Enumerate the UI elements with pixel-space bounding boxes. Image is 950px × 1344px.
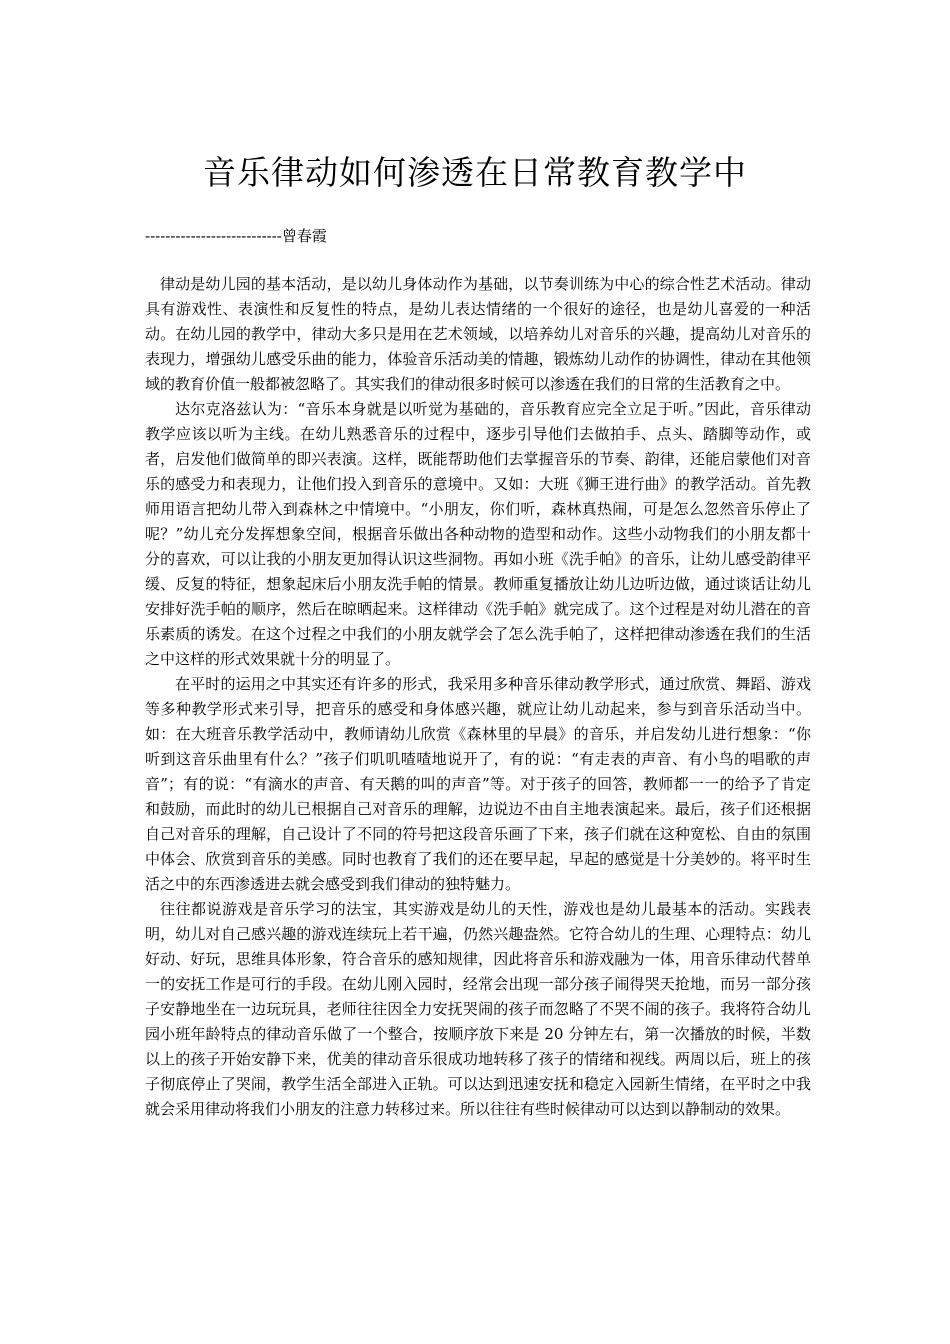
- document-title: 音乐律动如何渗透在日常教育教学中: [203, 153, 747, 192]
- body-paragraph-3: 在平时的运用之中其实还有许多的形式，我采用多种音乐律动教学形式，通过欣赏、舞蹈、游戏等多种教学形式来引导，把音乐的感受和身体感兴趣，就应让幼儿动起来，参与到音乐活动当中。如：在大班音乐教学活动中，教师请幼儿欣赏《森林里的早晨》的音乐，并启发幼儿进行想象：“你听到这音乐曲里有什么？”孩子们叽叽喳喳地说开了，有的说：“有走表的声音、有小鸟的唱歌的声音”；有的说：“有滴水的声音、有天鹅的叫的声音”等。对于孩子的回答，教师都一一的给予了肯定和鼓励，而此时的幼儿已根据自己对音乐的理解，边说边不由自主地表演起来。最后，孩子们还根据自己对音乐的理解，自己设计了不同的符号把这段音乐画了下来，孩子们就在这种宽松、自由的氛围中体会、欣赏到音乐的美感。同时也教育了我们的还在要早起，早起的感觉是十分美妙的。将平时生活之中的东西渗透进去就会感受到我们律动的独特魅力。: [145, 675, 811, 893]
- body-paragraph-4: 往往都说游戏是音乐学习的法宝，其实游戏是幼儿的天性，游戏也是幼儿最基本的活动。实践表明，幼儿对自己感兴趣的游戏连续玩上若干遍，仍然兴趣盎然。它符合幼儿的生理、心理特点：幼儿好动、好玩，思维具体形象，符合音乐的感知规律，因此将音乐和游戏融为一体，用音乐律动代替单一的安抚工作是可行的手段。在幼儿刚入园时，经常会出现一部分孩子闹得哭天抢地，而另一部分孩子安静地坐在一边玩玩具，老师往往因全力安抚哭闹的孩子而忽略了不哭不闹的孩子。我将符合幼儿园小班年龄特点的律动音乐做了一个整合，按顺序放下来是 20 分钟左右，第一次播放的时候，半数以上的孩子开始安静下来，优美的律动音乐很成功地转移了孩子的情绪和视线。两周以后，班上的孩子彻底停止了哭闹，教学生活全部进入正轨。可以达到迅速安抚和稳定入园新生情绪，在平时之中我就会采用律动将我们小朋友的注意力转移过来。所以往往有些时候律动可以达到以静制动的效果。: [145, 900, 811, 1118]
- author-line: ---------------------------曾春霞: [145, 227, 327, 245]
- document-body: [145, 272, 811, 1122]
- body-paragraph-2: 达尔克洛兹认为：“音乐本身就是以听觉为基础的，音乐教育应完全立足于听。”因此，音乐律动教学应该以听为主线。在幼儿熟悉音乐的过程中，逐步引导他们去做拍手、点头、踏脚等动作，或者，启发他们做简单的即兴表演。这样，既能帮助他们去掌握音乐的节奏、韵律，还能启蒙他们对音乐的感受力和表现力，让他们投入到音乐的意境中。又如：大班《狮王进行曲》的教学活动。首先教师用语言把幼儿带入到森林之中情境中。“小朋友，你们听，森林真热闹，可是怎么忽然音乐停止了呢？”幼儿充分发挥想象空间，根据音乐做出各种动物的造型和动作。这些小动物我们的小朋友都十分的喜欢，可以让我的小朋友更加得认识这些洞物。再如小班《洗手帕》的音乐，让幼儿感受韵律平缓、反复的特征，想象起床后小朋友洗手帕的情景。教师重复播放让幼儿边听边做，通过谈话让幼儿安排好洗手帕的顺序，然后在晾晒起来。这样律动《洗手帕》就完成了。这个过程是对幼儿潜在的音乐素质的诱发。在这个过程之中我们的小朋友就学会了怎么洗手帕了，这样把律动渗透在我们的生活之中这样的形式效果就十分的明显了。: [145, 400, 811, 668]
- body-paragraph-1: 律动是幼儿园的基本活动，是以幼儿身体动作为基础，以节奏训练为中心的综合性艺术活动。律动具有游戏性、表演性和反复性的特点，是幼儿表达情绪的一个很好的途径，也是幼儿喜爱的一种活动。在幼儿园的教学中，律动大多只是用在艺术领域，以培养幼儿对音乐的兴趣，提高幼儿对音乐的表现力，增强幼儿感受乐曲的能力，体验音乐活动美的情趣，锻炼幼儿动作的协调性，律动在其他领域的教育价值一般都被忽略了。其实我们的律动很多时候可以渗透在我们的日常的生活教育之中。: [145, 275, 811, 393]
